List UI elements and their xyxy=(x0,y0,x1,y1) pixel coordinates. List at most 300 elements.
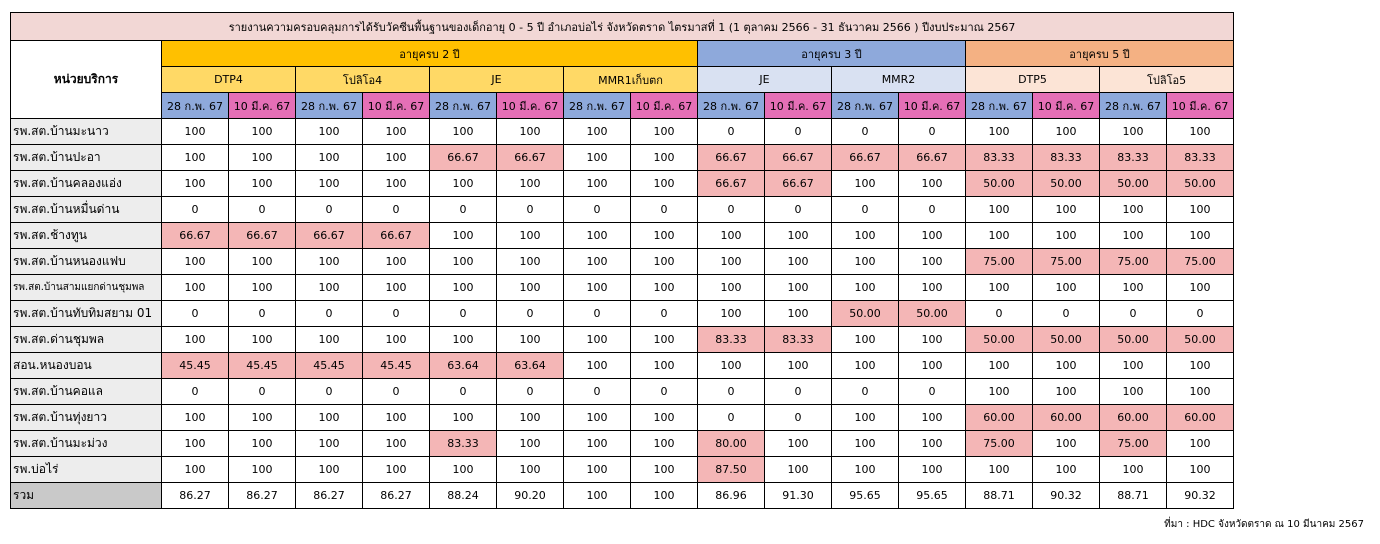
coverage-cell: 0 xyxy=(899,119,966,145)
coverage-cell: 45.45 xyxy=(162,353,229,379)
coverage-cell: 100 xyxy=(1167,457,1234,483)
coverage-cell: 100 xyxy=(765,275,832,301)
coverage-cell: 0 xyxy=(296,197,363,223)
coverage-cell: 0 xyxy=(497,379,564,405)
coverage-cell: 100 xyxy=(966,197,1033,223)
coverage-cell: 45.45 xyxy=(363,353,430,379)
table-row xyxy=(11,145,1234,171)
coverage-cell: 100 xyxy=(832,171,899,197)
coverage-cell: 100 xyxy=(564,405,631,431)
coverage-cell: 100 xyxy=(966,353,1033,379)
coverage-cell: 50.00 xyxy=(899,301,966,327)
coverage-cell: 0 xyxy=(564,379,631,405)
coverage-cell: 100 xyxy=(162,457,229,483)
coverage-cell: 100 xyxy=(1033,379,1100,405)
coverage-cell: 100 xyxy=(430,171,497,197)
coverage-cell: 0 xyxy=(631,197,698,223)
coverage-cell: 45.45 xyxy=(229,353,296,379)
total-cell: 90.32 xyxy=(1033,483,1100,509)
coverage-cell: 75.00 xyxy=(1167,249,1234,275)
coverage-cell: 100 xyxy=(229,405,296,431)
coverage-cell: 0 xyxy=(162,301,229,327)
coverage-cell: 100 xyxy=(899,275,966,301)
coverage-cell: 100 xyxy=(430,249,497,275)
coverage-cell: 100 xyxy=(162,275,229,301)
coverage-cell: 100 xyxy=(899,171,966,197)
report-title: รายงานความครอบคลุมการได้รับวัคซีนพื้นฐานของเด็กอายุ 0 - 5 ปี อำเภอบ่อไร่ จังหวัดตราด ไตรมาสที่ 1 (1 ตุลาคม 2566 - 31 ธันวาคม 2566 ) ปีงบประมาณ 2567 xyxy=(11,13,1234,41)
coverage-cell: 100 xyxy=(899,405,966,431)
coverage-cell: 100 xyxy=(1033,275,1100,301)
coverage-cell: 100 xyxy=(1167,431,1234,457)
age-group-3-years: อายุครบ 3 ปี xyxy=(698,41,966,67)
table-row xyxy=(11,379,1234,405)
coverage-cell: 0 xyxy=(363,197,430,223)
coverage-cell: 100 xyxy=(631,353,698,379)
date-header-mar: 10 มี.ค. 67 xyxy=(1033,93,1100,119)
total-cell: 86.27 xyxy=(296,483,363,509)
coverage-cell: 100 xyxy=(765,249,832,275)
vaccine-dtp4: DTP4 xyxy=(162,67,296,93)
coverage-cell: 100 xyxy=(296,145,363,171)
coverage-cell: 100 xyxy=(899,457,966,483)
coverage-cell: 100 xyxy=(296,249,363,275)
coverage-cell: 100 xyxy=(966,457,1033,483)
coverage-cell: 100 xyxy=(229,457,296,483)
coverage-cell: 100 xyxy=(1100,119,1167,145)
vaccine-polio5: โปลิโอ5 xyxy=(1100,67,1234,93)
coverage-cell: 100 xyxy=(497,119,564,145)
coverage-cell: 0 xyxy=(765,119,832,145)
table-row xyxy=(11,275,1234,301)
table-row xyxy=(11,249,1234,275)
coverage-cell: 66.67 xyxy=(765,145,832,171)
coverage-cell: 83.33 xyxy=(966,145,1033,171)
coverage-cell: 100 xyxy=(698,301,765,327)
coverage-cell: 0 xyxy=(497,197,564,223)
coverage-cell: 50.00 xyxy=(832,301,899,327)
service-unit-name: รพ.สต.ช้างทูน xyxy=(11,223,162,249)
coverage-cell: 100 xyxy=(966,119,1033,145)
coverage-cell: 100 xyxy=(497,457,564,483)
coverage-cell: 80.00 xyxy=(698,431,765,457)
coverage-cell: 100 xyxy=(1167,379,1234,405)
coverage-cell: 100 xyxy=(229,327,296,353)
coverage-cell: 100 xyxy=(430,457,497,483)
coverage-cell: 0 xyxy=(1100,301,1167,327)
coverage-cell: 100 xyxy=(430,223,497,249)
coverage-cell: 83.33 xyxy=(1033,145,1100,171)
coverage-cell: 100 xyxy=(430,119,497,145)
coverage-cell: 87.50 xyxy=(698,457,765,483)
coverage-cell: 100 xyxy=(631,119,698,145)
total-cell: 90.32 xyxy=(1167,483,1234,509)
total-cell: 100 xyxy=(631,483,698,509)
coverage-cell: 100 xyxy=(363,249,430,275)
coverage-cell: 100 xyxy=(497,223,564,249)
coverage-cell: 100 xyxy=(1100,379,1167,405)
service-unit-name: รพ.สต.ด่านชุมพล xyxy=(11,327,162,353)
total-row xyxy=(11,483,1234,509)
coverage-cell: 100 xyxy=(1100,353,1167,379)
coverage-cell: 100 xyxy=(899,431,966,457)
total-cell: 100 xyxy=(564,483,631,509)
coverage-cell: 50.00 xyxy=(1100,171,1167,197)
coverage-cell: 75.00 xyxy=(966,431,1033,457)
coverage-cell: 100 xyxy=(497,431,564,457)
coverage-cell: 100 xyxy=(229,275,296,301)
coverage-cell: 0 xyxy=(765,405,832,431)
coverage-cell: 0 xyxy=(899,197,966,223)
coverage-cell: 100 xyxy=(296,457,363,483)
coverage-cell: 0 xyxy=(698,197,765,223)
table-row xyxy=(11,457,1234,483)
coverage-cell: 100 xyxy=(966,223,1033,249)
coverage-cell: 100 xyxy=(162,405,229,431)
coverage-cell: 100 xyxy=(832,327,899,353)
coverage-cell: 50.00 xyxy=(966,171,1033,197)
vaccine-mmr1: MMR1เก็บตก xyxy=(564,67,698,93)
date-header-mar: 10 มี.ค. 67 xyxy=(765,93,832,119)
coverage-cell: 100 xyxy=(899,249,966,275)
coverage-cell: 0 xyxy=(229,379,296,405)
coverage-cell: 100 xyxy=(363,171,430,197)
coverage-cell: 100 xyxy=(564,457,631,483)
coverage-cell: 100 xyxy=(162,171,229,197)
coverage-cell: 66.67 xyxy=(363,223,430,249)
coverage-cell: 0 xyxy=(832,197,899,223)
date-header-feb: 28 ก.พ. 67 xyxy=(832,93,899,119)
table-row xyxy=(11,119,1234,145)
coverage-cell: 100 xyxy=(1167,223,1234,249)
coverage-cell: 100 xyxy=(765,301,832,327)
total-cell: 88.71 xyxy=(966,483,1033,509)
date-header-feb: 28 ก.พ. 67 xyxy=(698,93,765,119)
coverage-cell: 100 xyxy=(832,223,899,249)
coverage-cell: 100 xyxy=(564,431,631,457)
coverage-cell: 100 xyxy=(564,353,631,379)
coverage-cell: 100 xyxy=(363,457,430,483)
coverage-cell: 100 xyxy=(966,379,1033,405)
table-row xyxy=(11,197,1234,223)
coverage-cell: 83.33 xyxy=(430,431,497,457)
coverage-cell: 100 xyxy=(1167,197,1234,223)
total-cell: 86.96 xyxy=(698,483,765,509)
coverage-cell: 100 xyxy=(832,275,899,301)
coverage-cell: 66.67 xyxy=(162,223,229,249)
coverage-cell: 100 xyxy=(363,145,430,171)
coverage-cell: 66.67 xyxy=(698,171,765,197)
coverage-cell: 0 xyxy=(229,197,296,223)
coverage-cell: 100 xyxy=(698,275,765,301)
coverage-cell: 0 xyxy=(363,301,430,327)
vaccine-je-age2: JE xyxy=(430,67,564,93)
coverage-cell: 100 xyxy=(497,171,564,197)
coverage-cell: 100 xyxy=(430,405,497,431)
coverage-cell: 100 xyxy=(1033,197,1100,223)
coverage-cell: 0 xyxy=(698,379,765,405)
coverage-cell: 100 xyxy=(765,431,832,457)
coverage-cell: 0 xyxy=(363,379,430,405)
date-header-feb: 28 ก.พ. 67 xyxy=(966,93,1033,119)
service-unit-name: รพ.สต.บ้านปะอา xyxy=(11,145,162,171)
coverage-cell: 100 xyxy=(1167,275,1234,301)
coverage-cell: 0 xyxy=(899,379,966,405)
total-cell: 95.65 xyxy=(832,483,899,509)
coverage-cell: 83.33 xyxy=(765,327,832,353)
coverage-cell: 100 xyxy=(564,249,631,275)
coverage-cell: 100 xyxy=(564,223,631,249)
coverage-cell: 100 xyxy=(698,223,765,249)
coverage-cell: 100 xyxy=(698,249,765,275)
date-header-mar: 10 มี.ค. 67 xyxy=(363,93,430,119)
coverage-cell: 100 xyxy=(564,119,631,145)
coverage-cell: 100 xyxy=(1100,457,1167,483)
coverage-cell: 100 xyxy=(1100,223,1167,249)
service-unit-name: รพ.สต.บ้านมะนาว xyxy=(11,119,162,145)
coverage-cell: 75.00 xyxy=(966,249,1033,275)
coverage-cell: 100 xyxy=(832,353,899,379)
coverage-cell: 0 xyxy=(430,197,497,223)
coverage-cell: 100 xyxy=(564,275,631,301)
table-row xyxy=(11,431,1234,457)
date-header-feb: 28 ก.พ. 67 xyxy=(430,93,497,119)
coverage-cell: 100 xyxy=(296,431,363,457)
coverage-cell: 100 xyxy=(631,223,698,249)
coverage-cell: 100 xyxy=(832,457,899,483)
coverage-cell: 100 xyxy=(765,457,832,483)
coverage-cell: 0 xyxy=(832,119,899,145)
coverage-cell: 66.67 xyxy=(430,145,497,171)
coverage-cell: 75.00 xyxy=(1100,431,1167,457)
table-row xyxy=(11,353,1234,379)
coverage-cell: 50.00 xyxy=(1100,327,1167,353)
coverage-cell: 0 xyxy=(162,197,229,223)
date-header-mar: 10 มี.ค. 67 xyxy=(497,93,564,119)
coverage-cell: 0 xyxy=(430,301,497,327)
coverage-cell: 100 xyxy=(698,353,765,379)
coverage-cell: 66.67 xyxy=(497,145,564,171)
coverage-cell: 100 xyxy=(430,327,497,353)
coverage-cell: 100 xyxy=(1033,353,1100,379)
total-cell: 86.27 xyxy=(363,483,430,509)
coverage-cell: 83.33 xyxy=(698,327,765,353)
coverage-cell: 100 xyxy=(363,275,430,301)
coverage-cell: 83.33 xyxy=(1100,145,1167,171)
coverage-cell: 45.45 xyxy=(296,353,363,379)
total-label: รวม xyxy=(11,483,162,509)
coverage-cell: 100 xyxy=(497,249,564,275)
service-unit-name: รพ.สต.บ้านคอแล xyxy=(11,379,162,405)
coverage-cell: 100 xyxy=(832,249,899,275)
coverage-cell: 100 xyxy=(296,275,363,301)
coverage-cell: 100 xyxy=(1033,457,1100,483)
coverage-cell: 0 xyxy=(229,301,296,327)
table-row xyxy=(11,327,1234,353)
date-header-feb: 28 ก.พ. 67 xyxy=(1100,93,1167,119)
coverage-cell: 63.64 xyxy=(497,353,564,379)
total-cell: 88.71 xyxy=(1100,483,1167,509)
service-unit-name: รพ.สต.บ้านคลองแอ่ง xyxy=(11,171,162,197)
coverage-cell: 50.00 xyxy=(1167,171,1234,197)
table-row xyxy=(11,405,1234,431)
age-group-2-years: อายุครบ 2 ปี xyxy=(162,41,698,67)
coverage-cell: 0 xyxy=(765,197,832,223)
service-unit-name: รพ.สต.บ้านทุ่งยาว xyxy=(11,405,162,431)
coverage-cell: 0 xyxy=(631,379,698,405)
source-note: ที่มา : HDC จังหวัดตราด ณ 10 มีนาคม 2567 xyxy=(1164,519,1364,530)
coverage-cell: 100 xyxy=(1033,119,1100,145)
coverage-cell: 100 xyxy=(229,119,296,145)
coverage-cell: 0 xyxy=(162,379,229,405)
total-cell: 88.24 xyxy=(430,483,497,509)
coverage-cell: 66.67 xyxy=(832,145,899,171)
coverage-cell: 66.67 xyxy=(229,223,296,249)
coverage-cell: 100 xyxy=(765,353,832,379)
coverage-cell: 100 xyxy=(765,223,832,249)
date-header-mar: 10 มี.ค. 67 xyxy=(229,93,296,119)
date-header-mar: 10 มี.ค. 67 xyxy=(1167,93,1234,119)
coverage-cell: 100 xyxy=(1167,353,1234,379)
coverage-cell: 100 xyxy=(832,405,899,431)
coverage-cell: 60.00 xyxy=(1167,405,1234,431)
total-cell: 91.30 xyxy=(765,483,832,509)
coverage-cell: 83.33 xyxy=(1167,145,1234,171)
coverage-cell: 100 xyxy=(229,249,296,275)
coverage-cell: 0 xyxy=(832,379,899,405)
coverage-cell: 100 xyxy=(162,249,229,275)
service-unit-name: รพ.สต.บ้านทับทิมสยาม 01 xyxy=(11,301,162,327)
coverage-cell: 75.00 xyxy=(1100,249,1167,275)
coverage-cell: 0 xyxy=(564,197,631,223)
coverage-cell: 100 xyxy=(162,431,229,457)
coverage-cell: 0 xyxy=(631,301,698,327)
total-cell: 90.20 xyxy=(497,483,564,509)
coverage-cell: 0 xyxy=(1033,301,1100,327)
coverage-cell: 60.00 xyxy=(1033,405,1100,431)
coverage-cell: 0 xyxy=(698,119,765,145)
coverage-cell: 50.00 xyxy=(1033,171,1100,197)
coverage-cell: 0 xyxy=(1167,301,1234,327)
date-header-feb: 28 ก.พ. 67 xyxy=(162,93,229,119)
service-unit-name: รพ.สต.บ้านหมื่นด่าน xyxy=(11,197,162,223)
coverage-cell: 0 xyxy=(296,301,363,327)
coverage-cell: 100 xyxy=(363,119,430,145)
vaccine-je-age3: JE xyxy=(698,67,832,93)
coverage-cell: 100 xyxy=(363,327,430,353)
coverage-cell: 100 xyxy=(497,327,564,353)
coverage-cell: 100 xyxy=(1100,275,1167,301)
coverage-cell: 100 xyxy=(430,275,497,301)
coverage-cell: 66.67 xyxy=(765,171,832,197)
coverage-cell: 100 xyxy=(1033,431,1100,457)
coverage-cell: 100 xyxy=(497,275,564,301)
table-row xyxy=(11,171,1234,197)
coverage-cell: 100 xyxy=(631,327,698,353)
coverage-cell: 0 xyxy=(564,301,631,327)
coverage-cell: 100 xyxy=(631,249,698,275)
coverage-cell: 0 xyxy=(966,301,1033,327)
coverage-cell: 0 xyxy=(698,405,765,431)
date-header-feb: 28 ก.พ. 67 xyxy=(564,93,631,119)
service-unit-name: รพ.สต.บ้านสามแยกด่านชุมพล xyxy=(11,275,162,301)
table-row xyxy=(11,223,1234,249)
coverage-cell: 0 xyxy=(765,379,832,405)
coverage-cell: 66.67 xyxy=(899,145,966,171)
coverage-cell: 50.00 xyxy=(1167,327,1234,353)
coverage-cell: 100 xyxy=(899,223,966,249)
date-header-mar: 10 มี.ค. 67 xyxy=(631,93,698,119)
coverage-cell: 0 xyxy=(497,301,564,327)
coverage-cell: 0 xyxy=(430,379,497,405)
coverage-cell: 50.00 xyxy=(966,327,1033,353)
coverage-cell: 100 xyxy=(296,327,363,353)
coverage-cell: 100 xyxy=(631,431,698,457)
coverage-cell: 100 xyxy=(631,171,698,197)
coverage-cell: 100 xyxy=(631,457,698,483)
table-row xyxy=(11,301,1234,327)
coverage-cell: 100 xyxy=(229,145,296,171)
service-unit-name: รพ.บ่อไร่ xyxy=(11,457,162,483)
coverage-cell: 100 xyxy=(497,405,564,431)
coverage-cell: 100 xyxy=(229,431,296,457)
coverage-report-table xyxy=(10,12,1234,509)
coverage-cell: 100 xyxy=(1100,197,1167,223)
coverage-cell: 50.00 xyxy=(1033,327,1100,353)
coverage-cell: 100 xyxy=(363,405,430,431)
coverage-cell: 100 xyxy=(564,171,631,197)
total-cell: 95.65 xyxy=(899,483,966,509)
coverage-cell: 100 xyxy=(1167,119,1234,145)
age-group-5-years: อายุครบ 5 ปี xyxy=(966,41,1234,67)
coverage-cell: 100 xyxy=(162,145,229,171)
service-unit-name: สอน.หนองบอน xyxy=(11,353,162,379)
coverage-cell: 100 xyxy=(899,327,966,353)
total-cell: 86.27 xyxy=(162,483,229,509)
coverage-cell: 60.00 xyxy=(1100,405,1167,431)
service-unit-header: หน่วยบริการ xyxy=(11,41,162,119)
coverage-cell: 100 xyxy=(899,353,966,379)
coverage-cell: 100 xyxy=(296,405,363,431)
coverage-cell: 100 xyxy=(966,275,1033,301)
coverage-cell: 66.67 xyxy=(698,145,765,171)
vaccine-polio4: โปลิโอ4 xyxy=(296,67,430,93)
coverage-cell: 75.00 xyxy=(1033,249,1100,275)
coverage-cell: 100 xyxy=(631,145,698,171)
coverage-cell: 63.64 xyxy=(430,353,497,379)
date-header-feb: 28 ก.พ. 67 xyxy=(296,93,363,119)
service-unit-name: รพ.สต.บ้านมะม่วง xyxy=(11,431,162,457)
coverage-cell: 100 xyxy=(296,119,363,145)
coverage-cell: 60.00 xyxy=(966,405,1033,431)
coverage-cell: 100 xyxy=(296,171,363,197)
coverage-cell: 100 xyxy=(832,431,899,457)
coverage-cell: 100 xyxy=(631,275,698,301)
vaccine-dtp5: DTP5 xyxy=(966,67,1100,93)
coverage-cell: 0 xyxy=(296,379,363,405)
coverage-cell: 66.67 xyxy=(296,223,363,249)
service-unit-name: รพ.สต.บ้านหนองแฟบ xyxy=(11,249,162,275)
coverage-cell: 100 xyxy=(1033,223,1100,249)
coverage-cell: 100 xyxy=(363,431,430,457)
coverage-cell: 100 xyxy=(162,119,229,145)
coverage-cell: 100 xyxy=(631,405,698,431)
vaccine-mmr2: MMR2 xyxy=(832,67,966,93)
date-header-mar: 10 มี.ค. 67 xyxy=(899,93,966,119)
coverage-cell: 100 xyxy=(162,327,229,353)
coverage-cell: 100 xyxy=(564,145,631,171)
coverage-cell: 100 xyxy=(564,327,631,353)
total-cell: 86.27 xyxy=(229,483,296,509)
